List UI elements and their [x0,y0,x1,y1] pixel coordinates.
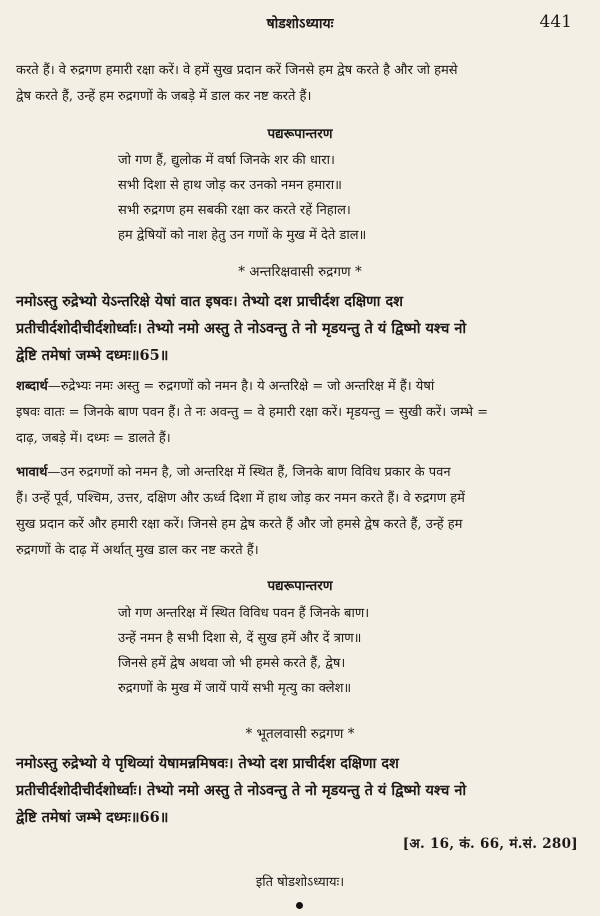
verse1-heading: पद्यरूपान्तरण [267,126,333,142]
bhavarth-line: सुख प्रदान करें और हमारी रक्षा करें। जिनसे हम द्वेष करते हैं और जो हमसे द्वेष करते हैं, उन्हें हम [16,517,463,532]
verse1-line: हम द्वेषियों को नाश हेतु उन गणों के मुख में देते डाल॥ [118,228,367,243]
bhavarth-line: हैं। उन्हें पूर्व, पश्चिम, उत्तर, दक्षिण और ऊर्ध्व दिशा में हाथ जोड़ कर नमन करते हैं। वे रुद्रगण हमें [16,491,465,506]
mantra-66 [16,750,584,831]
mantra-line: द्वेष्टि तमेषां जम्भे दध्मः॥65॥ [16,347,169,364]
shabdarth-text: —रुद्रेभ्यः नमः अस्तु = रुद्रगणों को नमन है। ये अन्तरिक्षे = जो अन्तरिक्ष में हैं। येषां [47,379,435,394]
chapter-title: षोडशोऽध्यायः [266,16,334,32]
chapter-closing: इति षोडशोऽध्यायः। [255,875,345,890]
intro-line: करते हैं। वे रुद्रगण हमारी रक्षा करें। वे हमें सुख प्रदान करें जिनसे हम द्वेष करते है और जो हमसे [16,63,458,78]
bhavarth-label: भावार्थ [16,465,48,480]
page-number: 441 [539,12,572,32]
page-header [0,14,600,40]
section65-heading: * अन्तरिक्षवासी रुद्रगण * [238,264,362,280]
shabdarth-line [16,374,584,400]
verse-reference: [अ. 16, कं. 66, मं.सं. 280] [402,836,578,852]
bhavarth-line: रुद्रगणों के दाढ़ में अर्थात् मुख डाल कर नष्ट करते हैं। [16,543,259,558]
verse2-line: उन्हें नमन है सभी दिशा से, दें सुख हमें और दें त्राण॥ [118,631,362,646]
shabdarth-line: इषवः वातः = जिनके बाण पवन हैं। ते नः अवन्तु = वे हमारी रक्षा करें। मृडयन्तु = सुखी करें। जम्भे = [16,405,489,420]
mantra-line: प्रतीचीर्दशोदीचीर्दशोर्ध्वाः। तेभ्यो नमो अस्तु ते नोऽवन्तु ते नो मृडयन्तु ते यं द्विष्मो यश्च नो [16,782,467,799]
section66-heading: * भूतलवासी रुद्रगण * [245,726,355,742]
shabdarth-line: दाढ़, जबड़े में। दध्मः = डालते हैं। [16,431,171,446]
mantra-line: नमोऽस्तु रुद्रेभ्यो ये पृथिव्यां येषामन्नमिषवः। तेभ्यो दश प्राचीर्दश दक्षिणा दश [16,755,399,772]
verse1-line: सभी दिशा से हाथ जोड़ कर उनको नमन हमारा॥ [118,178,342,193]
verse1-line: सभी रुद्रगण हम सबकी रक्षा कर करते रहें निहाल। [118,203,351,218]
mantra-line: प्रतीचीर्दशोदीचीर्दशोर्ध्वाः। तेभ्यो नमो अस्तु ते नोऽवन्तु ते नो मृडयन्तु ते यं द्विष्मो यश्च नो [16,320,467,337]
verse1-line: जो गण हैं, द्युलोक में वर्षा जिनके शर की धारा। [118,153,335,168]
bhavarth-paragraph [16,460,584,564]
bhavarth-text: —उन रुद्रगणों को नमन है, जो अन्तरिक्ष में स्थित हैं, जिनके बाण विविध प्रकार के पवन [47,465,451,480]
end-bullet-icon [296,902,303,909]
shabdarth-label: शब्दार्थ [16,379,48,394]
verse2-heading: पद्यरूपान्तरण [267,578,333,594]
shabdarth-paragraph [16,374,584,452]
mantra-65 [16,288,584,369]
verse2-line: जिनसे हमें द्वेष अथवा जो भी हमसे करते हैं, द्वेष। [118,656,346,671]
verse2-line: जो गण अन्तरिक्ष में स्थित विविध पवन हैं जिनके बाण। [118,606,370,621]
intro-line: द्वेष करते हैं, उन्हें हम रुद्रगणों के जबड़े में डाल कर नष्ट करते हैं। [16,89,312,104]
intro-paragraph [16,58,584,110]
mantra-line: द्वेष्टि तमेषां जम्भे दध्मः॥66॥ [16,809,169,826]
bhavarth-line [16,460,584,486]
verse2-line: रुद्रगणों के मुख में जायें पायें सभी मृत्यु का क्लेश॥ [118,681,352,696]
mantra-line: नमोऽस्तु रुद्रेभ्यो येऽन्तरिक्षे येषां वात इषवः। तेभ्यो दश प्राचीर्दश दक्षिणा दश [16,293,404,310]
